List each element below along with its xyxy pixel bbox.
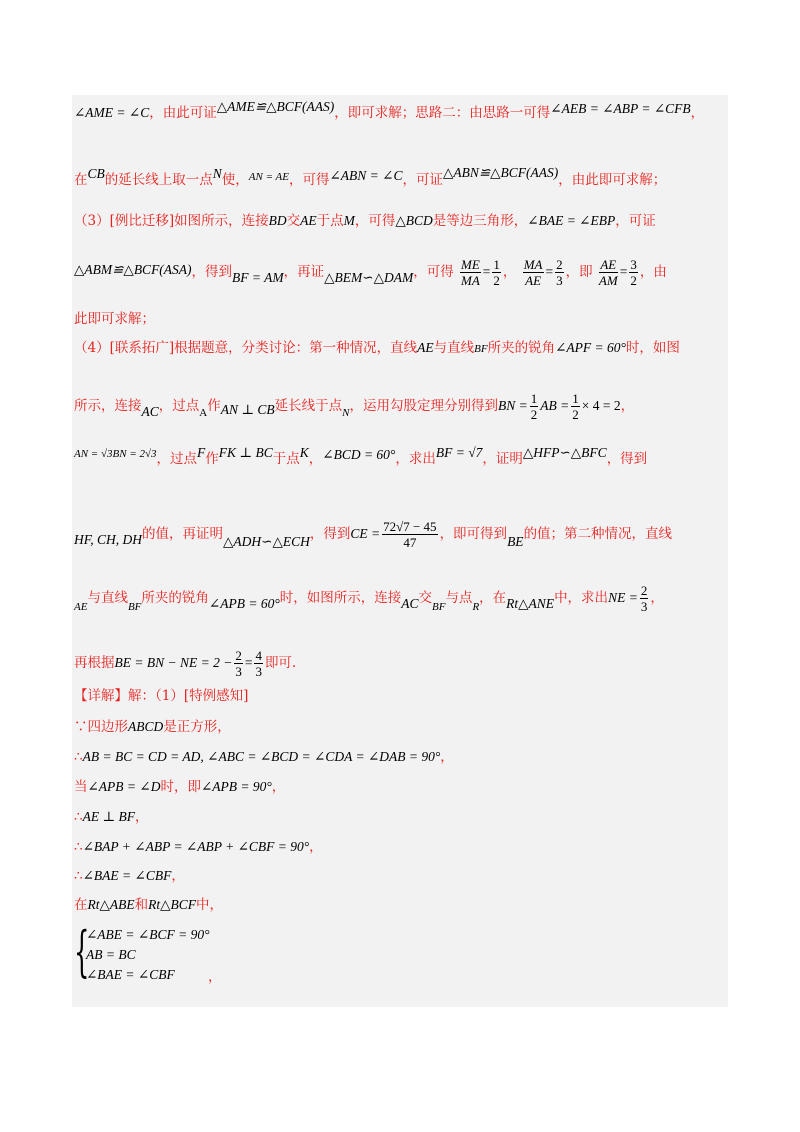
text: 在 — [74, 172, 88, 188]
line-18 — [74, 866, 726, 886]
text: ， — [502, 264, 517, 280]
math: ∠AEB = ∠ABP = ∠CFB — [550, 101, 691, 116]
line-4 — [74, 257, 726, 288]
text: ，证明 — [482, 451, 523, 467]
math: △HFP∽△BFC — [522, 445, 607, 460]
math: ABCD — [128, 719, 164, 734]
left-brace: { — [74, 920, 90, 983]
math: K — [299, 445, 309, 460]
text: 再根据 — [74, 655, 115, 671]
text: 与直线 — [87, 590, 128, 606]
text: ， — [171, 868, 185, 884]
math: AN ⊥ CB — [220, 402, 275, 417]
math: △BCD — [395, 213, 433, 228]
text: ， — [308, 451, 323, 467]
math: BF = √7 — [435, 445, 483, 460]
text: ，即可得到 — [439, 526, 508, 542]
text: ， — [690, 105, 705, 121]
numerator: ME — [461, 257, 480, 272]
fraction — [599, 257, 618, 288]
text: 于点 — [316, 213, 344, 229]
line-8 — [74, 445, 726, 470]
math: ∠APB = 60° — [208, 596, 280, 611]
math: Rt△ABE — [87, 897, 135, 912]
denominator: AE — [525, 273, 542, 288]
math: AC — [141, 404, 159, 419]
line-11 — [74, 648, 726, 679]
fraction — [629, 257, 638, 288]
denominator: 47 — [403, 535, 417, 550]
text: 使， — [221, 172, 249, 188]
line-9 — [74, 519, 726, 550]
text: 时，如图 — [625, 340, 680, 356]
text: 交 — [418, 590, 432, 606]
text: 和 — [134, 897, 149, 913]
text: 即可. — [264, 655, 297, 671]
line-15 — [74, 777, 726, 797]
text: 中， — [196, 897, 224, 913]
text: ，即 — [565, 264, 593, 280]
line-16 — [74, 807, 726, 827]
text: 此即可求解； — [74, 311, 155, 327]
text: ，可证 — [615, 213, 656, 229]
math: BF = AM — [232, 270, 284, 285]
text: 在 — [74, 897, 88, 913]
math: AB = BC = CD = AD, ∠ABC = ∠BCD = ∠CDA = ∠DAB = 90° — [82, 749, 441, 764]
denominator: AM — [598, 273, 618, 288]
math: AB = — [540, 398, 570, 413]
numerator: MA — [523, 257, 543, 272]
line-1 — [74, 99, 726, 123]
math: R — [472, 601, 480, 613]
fraction — [530, 391, 539, 422]
math: HF, CH, DH — [74, 532, 143, 547]
fraction — [640, 583, 649, 614]
line-10 — [74, 583, 726, 614]
text: 作 — [207, 398, 221, 414]
text: ，可得 — [354, 213, 396, 229]
numerator: 2 — [235, 648, 242, 663]
denominator: 2 — [572, 407, 579, 422]
fraction — [254, 648, 263, 679]
math: N — [212, 166, 222, 181]
text: 时，即 — [160, 779, 201, 795]
text: ，由 — [639, 264, 667, 280]
line-3 — [74, 211, 726, 231]
text: ，可证 — [402, 172, 443, 188]
text: （4）[联系拓广]根据题意，分类讨论：第一种情况，直线 — [74, 340, 418, 356]
equation-row: AB = BC — [86, 947, 136, 962]
text: ， — [440, 749, 454, 765]
text: ，再证 — [283, 264, 325, 280]
equation-rows — [86, 925, 209, 985]
text: ，运用勾股定理分别得到 — [349, 398, 499, 414]
math: N — [342, 407, 350, 419]
text: 的值，再证明 — [142, 526, 224, 542]
text: ，过点 — [158, 398, 200, 414]
text: ， — [208, 969, 222, 985]
math: ∠ABN = ∠C — [329, 168, 403, 183]
math: BE = BN − NE = 2 − — [114, 655, 233, 670]
line-7 — [74, 391, 726, 422]
math: FK ⊥ BC — [218, 445, 273, 460]
equation-row: ∠ABE = ∠BCF = 90° — [86, 927, 210, 942]
math: ∠BAP + ∠ABP = ∠ABP + ∠CBF = 90° — [82, 839, 310, 854]
text: ，可得 — [413, 264, 454, 280]
text: ，可得 — [289, 172, 330, 188]
denominator: 3 — [235, 664, 242, 679]
math: △BEM∽△DAM — [324, 270, 414, 285]
math: △AME≌△BCF(AAS) — [216, 99, 335, 114]
math: ∠APB = ∠D — [87, 779, 161, 794]
math: AE — [74, 601, 88, 613]
numerator: 1 — [572, 391, 579, 406]
fraction — [492, 257, 501, 288]
line-19 — [74, 895, 726, 915]
math: BE — [507, 534, 524, 549]
text: ， — [135, 809, 149, 825]
fraction — [382, 519, 437, 550]
text: ， — [650, 590, 664, 606]
text: ， — [309, 839, 323, 855]
text: （3）[例比迁移]如图所示，连接 — [74, 213, 269, 229]
text: 时，如图所示，连接 — [279, 590, 402, 606]
text: 于点 — [272, 451, 300, 467]
text: ∴ — [74, 868, 83, 884]
text: ，得到 — [191, 264, 233, 280]
detail-heading — [74, 686, 726, 706]
text: 是正方形， — [163, 719, 231, 735]
text: 的延长线上取一点 — [104, 172, 213, 188]
text: ∴ — [74, 839, 83, 855]
equation-row: ∠BAE = ∠CBF — [86, 967, 175, 982]
text: 【详解】解：（1）[特例感知] — [74, 688, 249, 704]
math: Rt△BCF — [148, 897, 197, 912]
numerator: 4 — [255, 648, 262, 663]
numerator: 2 — [556, 257, 563, 272]
denominator: MA — [461, 273, 480, 288]
math: ∠BCD = 60° — [322, 447, 396, 462]
math: AE — [417, 340, 434, 355]
text: ∵四边形 — [74, 719, 128, 735]
text: ，即可求解；思路二：由思路一可得 — [334, 105, 551, 121]
math: = — [244, 655, 253, 670]
math: = — [482, 264, 491, 279]
text: 与直线 — [433, 340, 475, 356]
math: BF — [431, 601, 446, 613]
math: Rt△ANE — [506, 596, 555, 611]
math: NE = — [608, 590, 638, 605]
math: BN = — [498, 398, 528, 413]
math: ∠AME = ∠C — [74, 105, 150, 120]
denominator: 3 — [640, 599, 648, 614]
text: 的值；第二种情况，直线 — [523, 526, 673, 542]
math: = — [545, 264, 554, 279]
line-5 — [74, 309, 726, 329]
numerator: 1 — [493, 257, 500, 272]
text: 作 — [205, 451, 219, 467]
text: 所示，连接 — [74, 398, 142, 414]
math: △ABN≌△BCF(AAS) — [442, 165, 559, 180]
text: 与点 — [445, 590, 473, 606]
numerator: 2 — [640, 583, 648, 598]
text: ，由此可证 — [149, 105, 217, 121]
fraction — [571, 391, 580, 422]
text: ∴ — [74, 809, 83, 825]
math: M — [343, 213, 355, 228]
numerator: 72√7 − 45 — [383, 519, 437, 534]
numerator: 3 — [630, 257, 637, 272]
math: ∠APB = 90° — [200, 779, 272, 794]
line-17 — [74, 837, 726, 857]
text: 交 — [286, 213, 301, 229]
math: △ABM≌△BCF(ASA) — [74, 262, 192, 277]
text: ， — [620, 398, 635, 414]
denominator: 2 — [630, 273, 637, 288]
text: ，由此即可求解； — [558, 172, 667, 188]
fraction — [460, 257, 481, 288]
line-2 — [74, 165, 726, 191]
math: ∠BAE = ∠CBF — [82, 868, 172, 883]
math: CE = — [350, 526, 381, 541]
math: CB — [87, 166, 105, 181]
denominator: 3 — [255, 664, 262, 679]
math: AE ⊥ BF — [82, 809, 136, 824]
text: 是等边三角形， — [432, 213, 528, 229]
denominator: 2 — [530, 407, 538, 422]
line-13 — [74, 717, 726, 737]
denominator: 2 — [493, 273, 500, 288]
line-6 — [74, 338, 726, 359]
fraction — [555, 257, 564, 288]
text: ，在 — [479, 590, 507, 606]
text: ∴ — [74, 749, 83, 765]
math: AN = AE — [248, 171, 289, 183]
text: 中，求出 — [554, 590, 609, 606]
math: = — [619, 264, 628, 279]
text: 当 — [74, 779, 88, 795]
text: ，得到 — [606, 451, 648, 467]
math: AC — [401, 596, 419, 611]
numerator: AE — [600, 257, 617, 272]
math: BD — [268, 213, 287, 228]
text: 所夹的锐角 — [141, 590, 209, 606]
text: ，过点 — [156, 451, 198, 467]
math: BF — [127, 601, 142, 613]
math: BF — [474, 343, 488, 355]
math: ∠APF = 60° — [555, 340, 626, 355]
text: ， — [271, 779, 286, 795]
math: × 4 = 2 — [581, 398, 621, 413]
math: F — [197, 445, 206, 460]
text: 延长线于点 — [274, 398, 343, 414]
text: 所夹的锐角 — [487, 340, 556, 356]
fraction — [523, 257, 544, 288]
line-14 — [74, 747, 726, 767]
math: A — [199, 407, 208, 419]
text: ，得到 — [309, 526, 351, 542]
math: AE — [300, 213, 317, 228]
math: △ADH∽△ECH — [223, 534, 310, 549]
text: ，求出 — [395, 451, 436, 467]
fraction — [234, 648, 243, 679]
numerator: 1 — [530, 391, 538, 406]
math: ∠BAE = ∠EBP — [527, 213, 616, 228]
denominator: 3 — [556, 273, 563, 288]
math: AN = √3BN = 2√3 — [74, 448, 157, 460]
